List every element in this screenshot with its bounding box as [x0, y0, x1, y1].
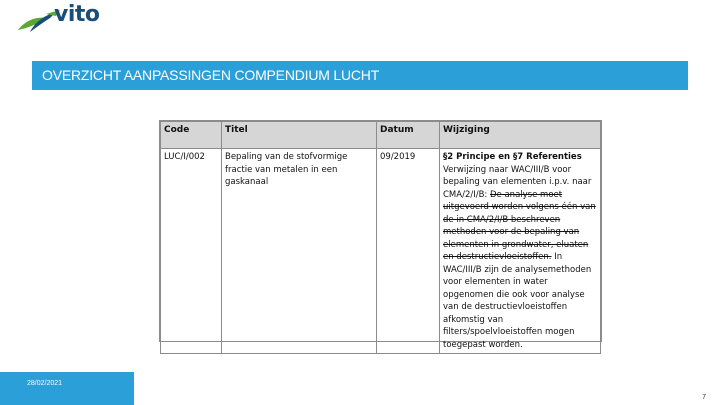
wijziging-text-2: In WAC/III/B zijn de analysemethoden voor elementen in water opgenomen die ook voor analyse van de destructievloeistoffen afkomstig van filters/spoelvloeistoffen mogen toegepast worden. [443, 252, 592, 350]
page-number: 7 [702, 394, 706, 401]
cell-code: LUC/I/002 [161, 149, 222, 354]
wijziging-struck-text: De analyse moet uitgevoerd worden volgens één van de in CMA/2/I/B beschreven methoden voor de bepaling van elementen in grondwater, eluaten en destructievloeistoffen. [443, 189, 596, 262]
title-bar [32, 61, 688, 90]
table-header-row [161, 122, 601, 149]
cell-wijziging [440, 149, 601, 354]
wijziging-heading: §2 Principe en §7 Referenties [443, 152, 582, 162]
wijziging-text-1: Verwijzing naar WAC/III/B voor bepaling van elementen i.p.v. naar CMA/2/I/B: [443, 164, 592, 200]
cell-titel: Bepaling van de stofvormige fractie van metalen in een gaskanaal [222, 149, 377, 354]
cell-datum: 09/2019 [377, 149, 440, 354]
column-header-datum: Datum [377, 122, 440, 149]
column-header-code: Code [161, 122, 222, 149]
logo-text: vito [54, 2, 100, 27]
changes-table [159, 120, 602, 350]
column-header-titel: Titel [222, 122, 377, 149]
page-title: OVERZICHT AANPASSINGEN COMPENDIUM LUCHT [42, 67, 380, 83]
column-header-wijziging: Wijziging [440, 122, 601, 149]
footer-date: 28/02/2021 [27, 380, 63, 387]
table-row [161, 149, 601, 354]
footer-bar [0, 372, 134, 405]
